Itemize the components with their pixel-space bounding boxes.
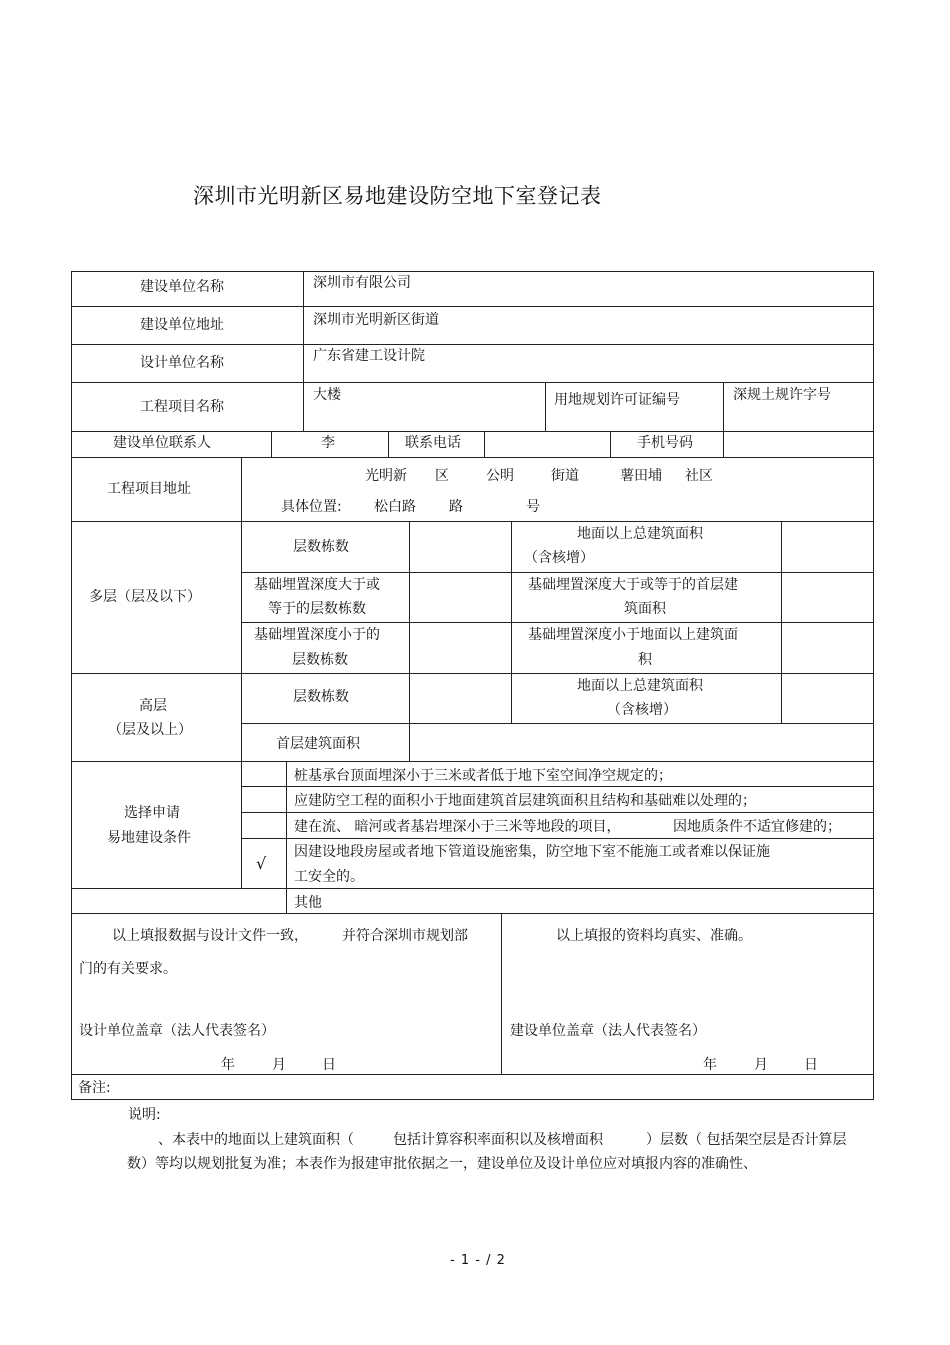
multilayer-shallow-floors-label: 基础埋置深度小于的 <box>254 627 380 643</box>
address-location-label: 具体位置: <box>281 499 342 515</box>
condition-item-4: 因建设地段房屋或者地下管道设施密集，防空地下室不能施工或者难以保证施 <box>294 844 770 860</box>
contact-label: 建设单位联系人 <box>113 435 211 451</box>
right-day: 日 <box>804 1057 818 1073</box>
col-line <box>501 913 502 1075</box>
highrise-label-2: （层及以上） <box>108 722 192 738</box>
left-month: 月 <box>272 1057 286 1073</box>
multilayer-shallow-area-label: 基础埋置深度小于地面以上建筑面 <box>528 627 738 643</box>
right-year: 年 <box>703 1057 717 1073</box>
condition-item-other: 其他 <box>294 895 322 911</box>
highrise-floors-label: 层数栋数 <box>293 689 349 705</box>
land-permit-label: 用地规划许可证编号 <box>554 392 680 408</box>
row-line <box>241 622 874 623</box>
row-line <box>71 431 874 432</box>
declaration-left-line1a: 以上填报数据与设计文件一致， <box>112 928 308 944</box>
address-community: 薯田埔 <box>620 468 662 484</box>
col-line <box>781 521 782 724</box>
row-line <box>241 572 874 573</box>
right-month: 月 <box>754 1057 768 1073</box>
highrise-total-area-note: （含核增） <box>607 702 677 718</box>
left-day: 日 <box>322 1057 336 1073</box>
row-line <box>71 1074 874 1075</box>
col-line <box>610 431 611 458</box>
multilayer-label: 多层（层及以下） <box>89 589 201 605</box>
multilayer-total-area-note: （含核增） <box>524 550 594 566</box>
unit-name-label: 建设单位名称 <box>140 279 224 295</box>
notes-line1b: 包括计算容积率面积以及核增面积 <box>393 1132 603 1148</box>
col-line <box>286 761 287 914</box>
condition-item-4-cont: 工安全的。 <box>294 869 364 885</box>
row-line <box>71 913 874 914</box>
unit-addr-label: 建设单位地址 <box>140 317 224 333</box>
notes-line1c: ）层数（ 包括架空层是否计算层 <box>646 1132 847 1148</box>
address-road-suffix: 路 <box>449 499 463 515</box>
row-line <box>241 838 874 839</box>
design-unit-label: 设计单位名称 <box>140 355 224 371</box>
construction-unit-seal: 建设单位盖章（法人代表签名） <box>510 1023 706 1039</box>
declaration-left-line1b: 并符合深圳市规划部 <box>342 928 468 944</box>
row-line <box>241 723 874 724</box>
col-line <box>484 431 485 458</box>
col-line <box>388 431 389 458</box>
col-line <box>545 382 546 432</box>
multilayer-total-area-label: 地面以上总建筑面积 <box>577 526 703 542</box>
table-border-bottom <box>71 1099 874 1100</box>
notes-line1a: 、本表中的地面以上建筑面积（ <box>158 1132 354 1148</box>
condition-item-3b: 因地质条件不适宜修建的； <box>673 819 841 835</box>
address-number-suffix: 号 <box>526 499 540 515</box>
col-line <box>723 382 724 458</box>
declaration-left-line2: 门的有关要求。 <box>79 961 177 977</box>
design-unit-seal: 设计单位盖章（法人代表签名） <box>79 1023 275 1039</box>
multilayer-deep-area-label-2: 筑面积 <box>624 601 666 617</box>
address-community-suffix: 社区 <box>685 468 713 484</box>
highrise-first-floor-area-label: 首层建筑面积 <box>276 736 360 752</box>
multilayer-deep-floors-label: 基础埋置深度大于或 <box>254 577 380 593</box>
row-line <box>241 812 874 813</box>
row-line <box>71 344 874 345</box>
row-line <box>71 888 874 889</box>
address-town: 公明 <box>486 468 514 484</box>
conditions-label: 选择申请 <box>124 805 180 821</box>
multilayer-floors-label: 层数栋数 <box>293 539 349 555</box>
address-road: 松白路 <box>374 499 416 515</box>
page-number: - 1 - / 2 <box>450 1253 506 1268</box>
notes-line2: 数）等均以规划批复为准；本表作为报建审批依据之一，建设单位及设计单位应对填报内容的准确性、 <box>127 1156 757 1172</box>
unit-name-value: 深圳市有限公司 <box>313 275 411 291</box>
table-border-top <box>71 271 874 272</box>
condition-check-mark: √ <box>256 854 267 873</box>
condition-item-1: 桩基承台顶面埋深小于三米或者低于地下室空间净空规定的； <box>294 768 672 784</box>
page-title: 深圳市光明新区易地建设防空地下室登记表 <box>193 184 602 208</box>
mobile-label: 手机号码 <box>637 435 693 451</box>
row-line <box>71 673 874 674</box>
address-label: 工程项目地址 <box>107 481 191 497</box>
address-street-suffix: 街道 <box>551 468 579 484</box>
row-line <box>71 382 874 383</box>
project-name-label: 工程项目名称 <box>140 399 224 415</box>
row-line <box>71 457 874 458</box>
col-line <box>241 457 242 889</box>
col-line <box>511 521 512 724</box>
condition-item-3: 建在流、 暗河或者基岩埋深小于三米等地段的项目， <box>294 819 621 835</box>
col-line <box>303 271 304 432</box>
remark-label: 备注: <box>78 1080 111 1096</box>
row-line <box>241 786 874 787</box>
multilayer-deep-area-label: 基础埋置深度大于或等于的首层建 <box>528 577 738 593</box>
left-year: 年 <box>221 1057 235 1073</box>
design-unit-value: 广东省建工设计院 <box>313 348 425 364</box>
col-line <box>409 521 410 762</box>
condition-item-2: 应建防空工程的面积小于地面建筑首层建筑面积且结构和基础难以处理的； <box>294 793 756 809</box>
multilayer-shallow-area-label-2: 积 <box>638 652 652 668</box>
conditions-label-2: 易地建设条件 <box>107 830 191 846</box>
multilayer-deep-floors-label-2: 等于的层数栋数 <box>268 601 366 617</box>
land-permit-value: 深规土规许字号 <box>733 387 831 403</box>
highrise-total-area-label: 地面以上总建筑面积 <box>577 678 703 694</box>
address-district-suffix: 区 <box>435 468 449 484</box>
col-line <box>271 431 272 458</box>
address-district: 光明新 <box>365 468 407 484</box>
phone-label: 联系电话 <box>405 435 461 451</box>
project-name-value: 大楼 <box>313 387 341 403</box>
multilayer-shallow-floors-label-2: 层数栋数 <box>292 652 348 668</box>
unit-addr-value: 深圳市光明新区街道 <box>313 312 439 328</box>
notes-heading: 说明: <box>128 1107 161 1123</box>
highrise-label: 高层 <box>139 698 167 714</box>
declaration-right-line1: 以上填报的资料均真实、准确。 <box>556 928 752 944</box>
row-line <box>71 761 874 762</box>
row-line <box>71 521 874 522</box>
contact-value: 李 <box>321 435 335 451</box>
table-border-left <box>71 271 72 1100</box>
row-line <box>71 306 874 307</box>
table-border-right <box>873 271 874 1100</box>
